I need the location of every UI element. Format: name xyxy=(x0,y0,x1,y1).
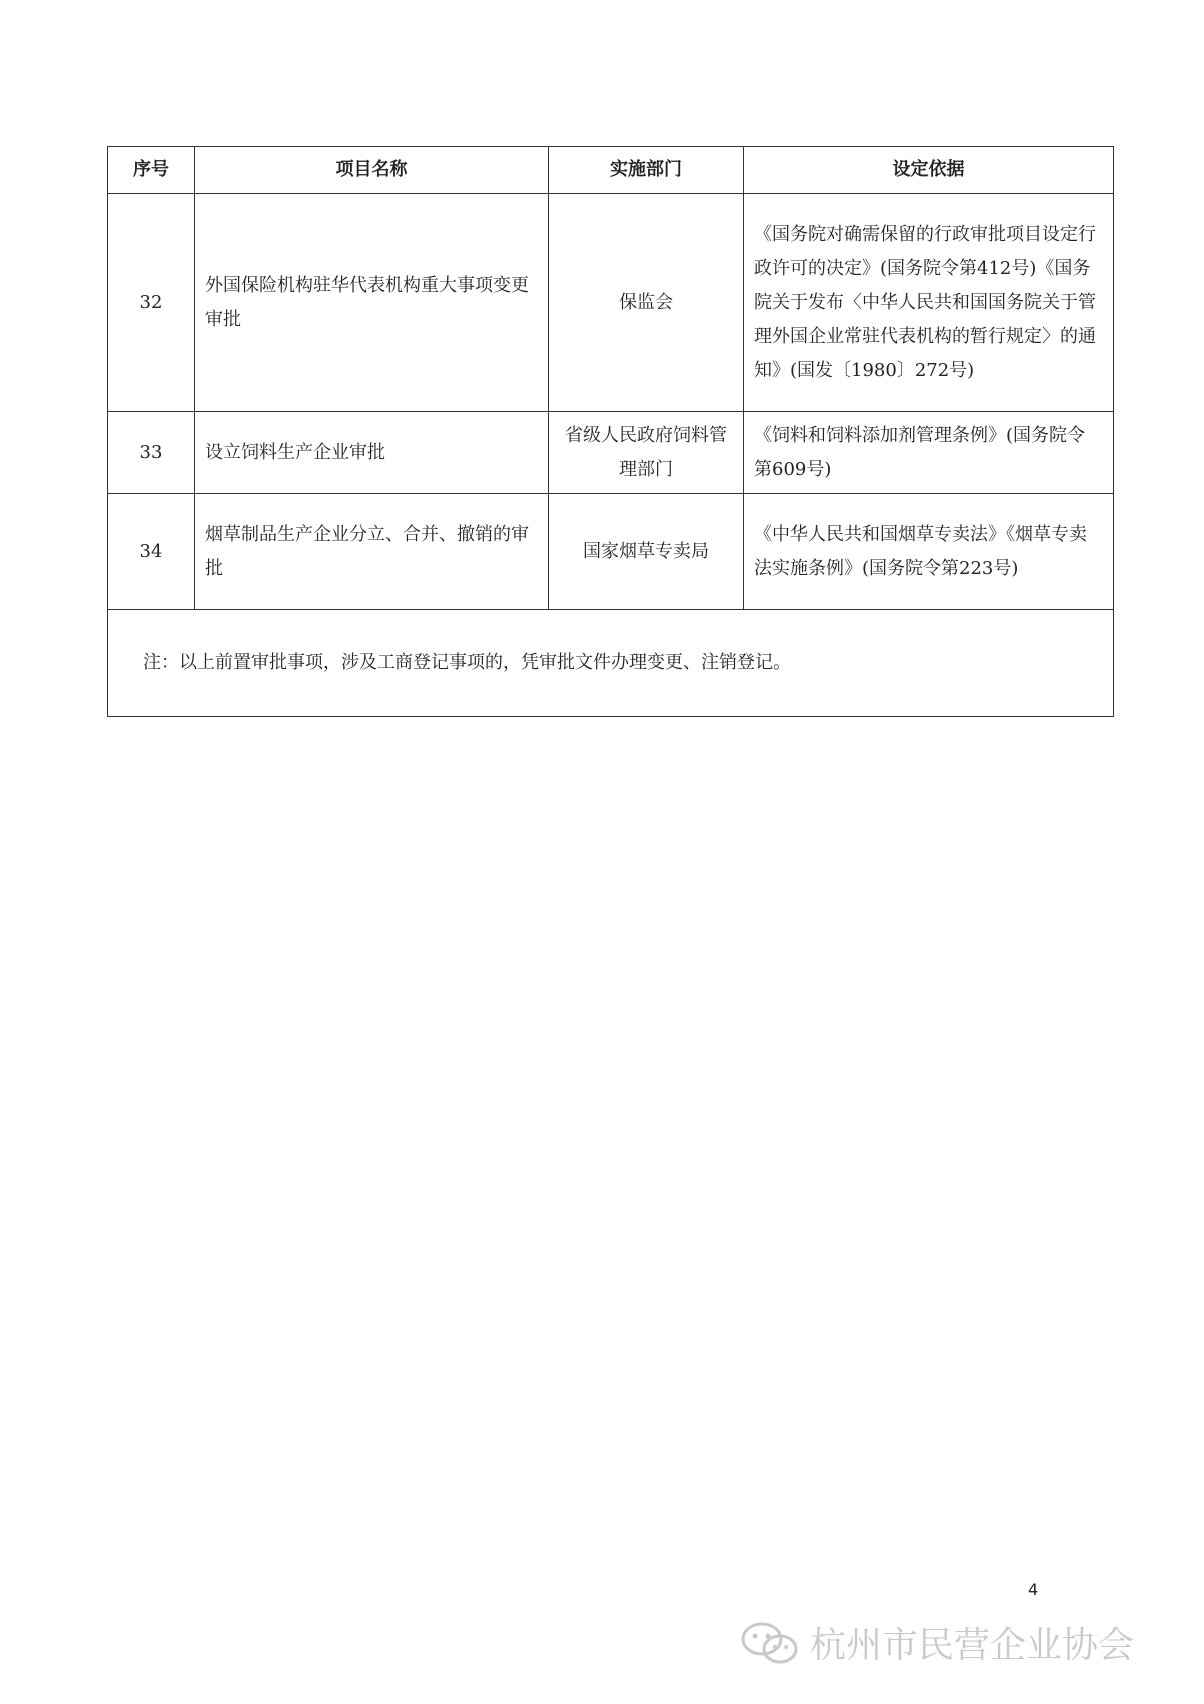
note-row xyxy=(108,610,1114,717)
table-header-row xyxy=(108,147,1114,194)
row-num: 34 xyxy=(108,494,195,610)
approval-table xyxy=(107,146,1114,717)
wechat-icon xyxy=(740,1620,800,1666)
row-basis: 《国务院对确需保留的行政审批项目设定行政许可的决定》(国务院令第412号)《国务院关于发布〈中华人民共和国国务院关于管理外国企业常驻代表机构的暂行规定〉的通知》(国发〔1980〕272号) xyxy=(744,194,1114,412)
watermark xyxy=(740,1617,1134,1668)
row-name: 设立饲料生产企业审批 xyxy=(195,412,549,494)
header-name: 项目名称 xyxy=(195,147,549,194)
header-basis: 设定依据 xyxy=(744,147,1114,194)
page-number: 4 xyxy=(1028,1580,1039,1599)
table-row xyxy=(108,412,1114,494)
row-dept: 国家烟草专卖局 xyxy=(549,494,744,610)
header-dept: 实施部门 xyxy=(549,147,744,194)
row-name: 外国保险机构驻华代表机构重大事项变更审批 xyxy=(195,194,549,412)
row-basis: 《饲料和饲料添加剂管理条例》(国务院令第609号) xyxy=(744,412,1114,494)
header-num: 序号 xyxy=(108,147,195,194)
watermark-text: 杭州市民营企业协会 xyxy=(810,1625,1135,1666)
row-basis: 《中华人民共和国烟草专卖法》《烟草专卖法实施条例》(国务院令第223号) xyxy=(744,494,1114,610)
note-text: 注：以上前置审批事项，涉及工商登记事项的，凭审批文件办理变更、注销登记。 xyxy=(108,610,1114,717)
table-row xyxy=(108,494,1114,610)
row-dept: 保监会 xyxy=(549,194,744,412)
row-dept: 省级人民政府饲料管理部门 xyxy=(549,412,744,494)
row-num: 33 xyxy=(108,412,195,494)
table-row xyxy=(108,194,1114,412)
row-name: 烟草制品生产企业分立、合并、撤销的审批 xyxy=(195,494,549,610)
row-num: 32 xyxy=(108,194,195,412)
